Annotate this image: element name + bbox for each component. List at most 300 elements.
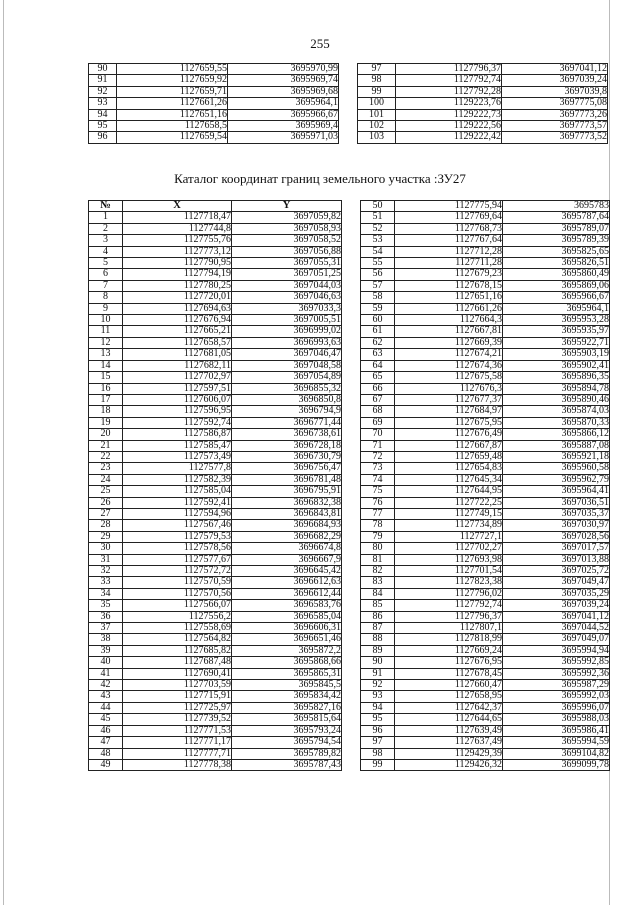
point-number: 50 (361, 201, 395, 212)
y-coordinate: 3695869,06 (503, 280, 610, 291)
point-number: 96 (89, 132, 117, 143)
table-row (89, 474, 342, 485)
table-row (89, 611, 342, 622)
x-coordinate: 1127661,26 (395, 303, 503, 314)
point-number: 4 (89, 246, 123, 257)
table-row (89, 292, 342, 303)
x-coordinate: 1127722,25 (395, 497, 503, 508)
x-coordinate: 1127572,72 (123, 566, 232, 577)
table-row (89, 280, 342, 291)
x-coordinate: 1127665,21 (123, 326, 232, 337)
table-row (89, 566, 342, 577)
y-coordinate: 3695969,68 (228, 86, 339, 97)
point-number: 35 (89, 600, 123, 611)
table-row (89, 702, 342, 713)
table-row (361, 634, 610, 645)
y-coordinate: 3697058,52 (232, 235, 342, 246)
point-number: 85 (361, 600, 395, 611)
table-row (89, 680, 342, 691)
table-row (89, 748, 342, 759)
point-number: 80 (361, 543, 395, 554)
header-number: № (89, 201, 123, 212)
point-number: 13 (89, 349, 123, 360)
point-number: 29 (89, 531, 123, 542)
y-coordinate: 3695964,1 (228, 98, 339, 109)
point-number: 42 (89, 680, 123, 691)
table-row (358, 121, 608, 132)
y-coordinate: 3696682,29 (232, 531, 342, 542)
y-coordinate: 3695953,28 (503, 315, 610, 326)
x-coordinate: 1127775,94 (395, 201, 503, 212)
point-number: 62 (361, 337, 395, 348)
table-row (89, 212, 342, 223)
point-number: 90 (89, 64, 117, 75)
point-number: 58 (361, 292, 395, 303)
y-coordinate: 3697049,47 (503, 577, 610, 588)
x-coordinate: 1127823,38 (395, 577, 503, 588)
table-row (89, 531, 342, 542)
point-number: 94 (361, 702, 395, 713)
x-coordinate: 1127556,2 (123, 611, 232, 622)
table-row (361, 577, 610, 588)
point-number: 53 (361, 235, 395, 246)
table-row (89, 349, 342, 360)
point-number: 90 (361, 657, 395, 668)
table-row (361, 235, 610, 246)
point-number: 99 (358, 86, 396, 97)
point-number: 30 (89, 543, 123, 554)
point-number: 84 (361, 588, 395, 599)
x-coordinate: 1127725,97 (123, 702, 232, 713)
point-number: 91 (89, 75, 117, 86)
point-number: 9 (89, 303, 123, 314)
y-coordinate: 3695988,03 (503, 714, 610, 725)
header-y: Y (232, 201, 342, 212)
point-number: 25 (89, 486, 123, 497)
table-row (361, 440, 610, 451)
point-number: 82 (361, 566, 395, 577)
table-row (89, 691, 342, 702)
x-coordinate: 1129222,42 (396, 132, 502, 143)
table-row (358, 64, 608, 75)
point-number: 71 (361, 440, 395, 451)
x-coordinate: 1127796,37 (395, 611, 503, 622)
y-coordinate: 3696674,8 (232, 543, 342, 554)
y-coordinate: 3696612,44 (232, 588, 342, 599)
y-coordinate: 3697036,51 (503, 497, 610, 508)
point-number: 102 (358, 121, 396, 132)
point-number: 87 (361, 623, 395, 634)
y-coordinate: 3695815,64 (232, 714, 342, 725)
y-coordinate: 3697025,72 (503, 566, 610, 577)
y-coordinate: 3695834,42 (232, 691, 342, 702)
point-number: 67 (361, 394, 395, 405)
x-coordinate: 1127790,95 (123, 258, 232, 269)
x-coordinate: 1127702,97 (123, 372, 232, 383)
point-number: 10 (89, 315, 123, 326)
table-row (361, 657, 610, 668)
x-coordinate: 1127792,28 (396, 86, 502, 97)
point-number: 70 (361, 429, 395, 440)
y-coordinate: 3696855,32 (232, 383, 342, 394)
table-row (89, 223, 342, 234)
table-row (89, 132, 339, 143)
y-coordinate: 3695966,67 (503, 292, 610, 303)
y-coordinate: 3695960,58 (503, 463, 610, 474)
x-coordinate: 1127644,95 (395, 486, 503, 497)
point-number: 59 (361, 303, 395, 314)
y-coordinate: 3696832,38 (232, 497, 342, 508)
table-row (361, 508, 610, 519)
table-row (89, 360, 342, 371)
x-coordinate: 1127597,51 (123, 383, 232, 394)
x-coordinate: 1127681,05 (123, 349, 232, 360)
y-coordinate: 3697044,03 (232, 280, 342, 291)
table-row (89, 246, 342, 257)
x-coordinate: 1129429,39 (395, 748, 503, 759)
point-number: 99 (361, 759, 395, 770)
y-coordinate: 3695826,51 (503, 258, 610, 269)
x-coordinate: 1127739,52 (123, 714, 232, 725)
point-number: 95 (361, 714, 395, 725)
table-row (361, 566, 610, 577)
point-number: 63 (361, 349, 395, 360)
point-number: 47 (89, 737, 123, 748)
y-coordinate: 3695996,07 (503, 702, 610, 713)
point-number: 75 (361, 486, 395, 497)
point-number: 43 (89, 691, 123, 702)
table-row (361, 280, 610, 291)
table-row (361, 223, 610, 234)
x-coordinate: 1127727,1 (395, 531, 503, 542)
table-row (361, 429, 610, 440)
y-coordinate: 3697054,89 (232, 372, 342, 383)
point-number: 74 (361, 474, 395, 485)
x-coordinate: 1127676,49 (395, 429, 503, 440)
y-coordinate: 3697058,93 (232, 223, 342, 234)
table-row (361, 611, 610, 622)
x-coordinate: 1127755,76 (123, 235, 232, 246)
x-coordinate: 1127659,48 (395, 451, 503, 462)
point-number: 17 (89, 394, 123, 405)
y-coordinate: 3695866,12 (503, 429, 610, 440)
point-number: 51 (361, 212, 395, 223)
point-number: 56 (361, 269, 395, 280)
x-coordinate: 1127586,87 (123, 429, 232, 440)
point-number: 11 (89, 326, 123, 337)
table-row (361, 372, 610, 383)
x-coordinate: 1127637,49 (395, 737, 503, 748)
y-coordinate: 3695969,74 (228, 75, 339, 86)
y-coordinate: 3696999,02 (232, 326, 342, 337)
table-row (361, 212, 610, 223)
x-coordinate: 1127701,54 (395, 566, 503, 577)
point-number: 24 (89, 474, 123, 485)
y-coordinate: 3695902,41 (503, 360, 610, 371)
x-coordinate: 1127690,41 (123, 668, 232, 679)
y-coordinate: 3695992,85 (503, 657, 610, 668)
point-number: 91 (361, 668, 395, 679)
y-coordinate: 3696794,9 (232, 406, 342, 417)
y-coordinate: 3696728,18 (232, 440, 342, 451)
table-row (361, 600, 610, 611)
y-coordinate: 3697773,52 (502, 132, 608, 143)
table-row (361, 714, 610, 725)
x-coordinate: 1127796,37 (396, 64, 502, 75)
top-left-coordinates-table (88, 63, 339, 144)
point-number: 28 (89, 520, 123, 531)
table-row (361, 349, 610, 360)
y-coordinate: 3695994,59 (503, 737, 610, 748)
x-coordinate: 1127558,69 (123, 623, 232, 634)
x-coordinate: 1127769,64 (395, 212, 503, 223)
point-number: 97 (358, 64, 396, 75)
point-number: 98 (361, 748, 395, 759)
point-number: 94 (89, 109, 117, 120)
x-coordinate: 1127676,3 (395, 383, 503, 394)
x-coordinate: 1127674,36 (395, 360, 503, 371)
y-coordinate: 3697035,37 (503, 508, 610, 519)
table-row (89, 315, 342, 326)
y-coordinate: 3695969,4 (228, 121, 339, 132)
y-coordinate: 3697005,51 (232, 315, 342, 326)
x-coordinate: 1127567,46 (123, 520, 232, 531)
table-row (89, 337, 342, 348)
y-coordinate: 3699104,82 (503, 748, 610, 759)
point-number: 98 (358, 75, 396, 86)
point-number: 8 (89, 292, 123, 303)
table-row (361, 383, 610, 394)
table-row (89, 600, 342, 611)
y-coordinate: 3697028,56 (503, 531, 610, 542)
y-coordinate: 3695870,33 (503, 417, 610, 428)
point-number: 93 (361, 691, 395, 702)
y-coordinate: 3695865,31 (232, 668, 342, 679)
table-row (89, 714, 342, 725)
y-coordinate: 3695970,99 (228, 64, 339, 75)
y-coordinate: 3695964,41 (503, 486, 610, 497)
x-coordinate: 1127585,47 (123, 440, 232, 451)
table-row (358, 132, 608, 143)
x-coordinate: 1127606,07 (123, 394, 232, 405)
point-number: 86 (361, 611, 395, 622)
x-coordinate: 1127702,27 (395, 543, 503, 554)
x-coordinate: 1127658,57 (123, 337, 232, 348)
table-row (89, 86, 339, 97)
table-row (361, 497, 610, 508)
x-coordinate: 1127579,53 (123, 531, 232, 542)
point-number: 39 (89, 645, 123, 656)
table-row (89, 394, 342, 405)
table-row (89, 109, 339, 120)
point-number: 83 (361, 577, 395, 588)
point-number: 16 (89, 383, 123, 394)
x-coordinate: 1127578,56 (123, 543, 232, 554)
x-coordinate: 1129222,56 (396, 121, 502, 132)
y-coordinate: 3696850,8 (232, 394, 342, 405)
x-coordinate: 1127570,59 (123, 577, 232, 588)
x-coordinate: 1127664,3 (395, 315, 503, 326)
point-number: 89 (361, 645, 395, 656)
header-x: X (123, 201, 232, 212)
point-number: 6 (89, 269, 123, 280)
table-row (361, 406, 610, 417)
table-row (361, 201, 610, 212)
x-coordinate: 1127818,99 (395, 634, 503, 645)
y-coordinate: 3695986,41 (503, 725, 610, 736)
y-coordinate: 3697775,08 (502, 98, 608, 109)
y-coordinate: 3695827,16 (232, 702, 342, 713)
table-row (361, 337, 610, 348)
point-number: 78 (361, 520, 395, 531)
table-row (89, 668, 342, 679)
table-row (89, 577, 342, 588)
y-coordinate: 3697773,26 (502, 109, 608, 120)
point-number: 1 (89, 212, 123, 223)
point-number: 34 (89, 588, 123, 599)
x-coordinate: 1127794,19 (123, 269, 232, 280)
y-coordinate: 3699099,78 (503, 759, 610, 770)
y-coordinate: 3696771,44 (232, 417, 342, 428)
y-coordinate: 3697046,47 (232, 349, 342, 360)
x-coordinate: 1127639,49 (395, 725, 503, 736)
table-row (89, 725, 342, 736)
x-coordinate: 1127667,87 (395, 440, 503, 451)
table-row (361, 474, 610, 485)
point-number: 57 (361, 280, 395, 291)
y-coordinate: 3695825,65 (503, 246, 610, 257)
x-coordinate: 1127767,64 (395, 235, 503, 246)
x-coordinate: 1127659,92 (117, 75, 228, 86)
x-coordinate: 1127678,15 (395, 280, 503, 291)
main-left-coordinates-table (88, 200, 342, 771)
y-coordinate: 3696645,42 (232, 566, 342, 577)
table-row (89, 623, 342, 634)
x-coordinate: 1127694,63 (123, 303, 232, 314)
x-coordinate: 1127651,16 (395, 292, 503, 303)
x-coordinate: 1127592,74 (123, 417, 232, 428)
point-number: 3 (89, 235, 123, 246)
y-coordinate: 3696781,48 (232, 474, 342, 485)
table-row (358, 109, 608, 120)
table-row (89, 269, 342, 280)
x-coordinate: 1127676,94 (123, 315, 232, 326)
x-coordinate: 1127687,48 (123, 657, 232, 668)
table-row (89, 258, 342, 269)
x-coordinate: 1127667,81 (395, 326, 503, 337)
x-coordinate: 1127715,91 (123, 691, 232, 702)
table-row (361, 725, 610, 736)
y-coordinate: 3696583,76 (232, 600, 342, 611)
y-coordinate: 3695994,94 (503, 645, 610, 656)
table-row (361, 759, 610, 770)
point-number: 27 (89, 508, 123, 519)
x-coordinate: 1127771,53 (123, 725, 232, 736)
y-coordinate: 3696585,04 (232, 611, 342, 622)
point-number: 93 (89, 98, 117, 109)
y-coordinate: 3695874,03 (503, 406, 610, 417)
point-number: 77 (361, 508, 395, 519)
table-row (89, 508, 342, 519)
point-number: 19 (89, 417, 123, 428)
y-coordinate: 3695992,03 (503, 691, 610, 702)
table-row (89, 326, 342, 337)
table-row (361, 623, 610, 634)
x-coordinate: 1129222,73 (396, 109, 502, 120)
y-coordinate: 3695896,35 (503, 372, 610, 383)
table-row (89, 543, 342, 554)
y-coordinate: 3697056,88 (232, 246, 342, 257)
table-row (89, 372, 342, 383)
table-row (89, 235, 342, 246)
table-row (361, 691, 610, 702)
point-number: 103 (358, 132, 396, 143)
table-row (361, 588, 610, 599)
y-coordinate: 3696738,61 (232, 429, 342, 440)
y-coordinate: 3695872,2 (232, 645, 342, 656)
x-coordinate: 1127659,54 (117, 132, 228, 143)
point-number: 92 (361, 680, 395, 691)
point-number: 20 (89, 429, 123, 440)
table-row (89, 451, 342, 462)
y-coordinate: 3697048,58 (232, 360, 342, 371)
y-coordinate: 3696730,79 (232, 451, 342, 462)
point-number: 66 (361, 383, 395, 394)
table-row (89, 486, 342, 497)
top-right-coordinates-table (357, 63, 608, 144)
y-coordinate: 3695789,07 (503, 223, 610, 234)
table-row (358, 75, 608, 86)
x-coordinate: 1127596,95 (123, 406, 232, 417)
table-row (361, 303, 610, 314)
point-number: 69 (361, 417, 395, 428)
x-coordinate: 1127792,74 (395, 600, 503, 611)
point-number: 65 (361, 372, 395, 383)
x-coordinate: 1127669,39 (395, 337, 503, 348)
y-coordinate: 3695922,71 (503, 337, 610, 348)
point-number: 54 (361, 246, 395, 257)
x-coordinate: 1127566,07 (123, 600, 232, 611)
y-coordinate: 3695794,54 (232, 737, 342, 748)
table-row (89, 759, 342, 770)
table-row (361, 463, 610, 474)
y-coordinate: 3695987,29 (503, 680, 610, 691)
x-coordinate: 1127773,12 (123, 246, 232, 257)
y-coordinate: 3697055,31 (232, 258, 342, 269)
point-number: 18 (89, 406, 123, 417)
x-coordinate: 1127594,96 (123, 508, 232, 519)
point-number: 5 (89, 258, 123, 269)
main-right-coordinates-table (360, 200, 610, 771)
point-number: 12 (89, 337, 123, 348)
point-number: 21 (89, 440, 123, 451)
table-row (361, 360, 610, 371)
table-row (361, 258, 610, 269)
y-coordinate: 3697030,97 (503, 520, 610, 531)
y-coordinate: 3697049,07 (503, 634, 610, 645)
x-coordinate: 1127720,01 (123, 292, 232, 303)
y-coordinate: 3697046,63 (232, 292, 342, 303)
table-row (361, 520, 610, 531)
table-row (361, 451, 610, 462)
x-coordinate: 1127718,47 (123, 212, 232, 223)
x-coordinate: 1127564,82 (123, 634, 232, 645)
point-number: 2 (89, 223, 123, 234)
table-row (361, 668, 610, 679)
x-coordinate: 1129223,76 (396, 98, 502, 109)
y-coordinate: 3695845,5 (232, 680, 342, 691)
y-coordinate: 3696684,93 (232, 520, 342, 531)
